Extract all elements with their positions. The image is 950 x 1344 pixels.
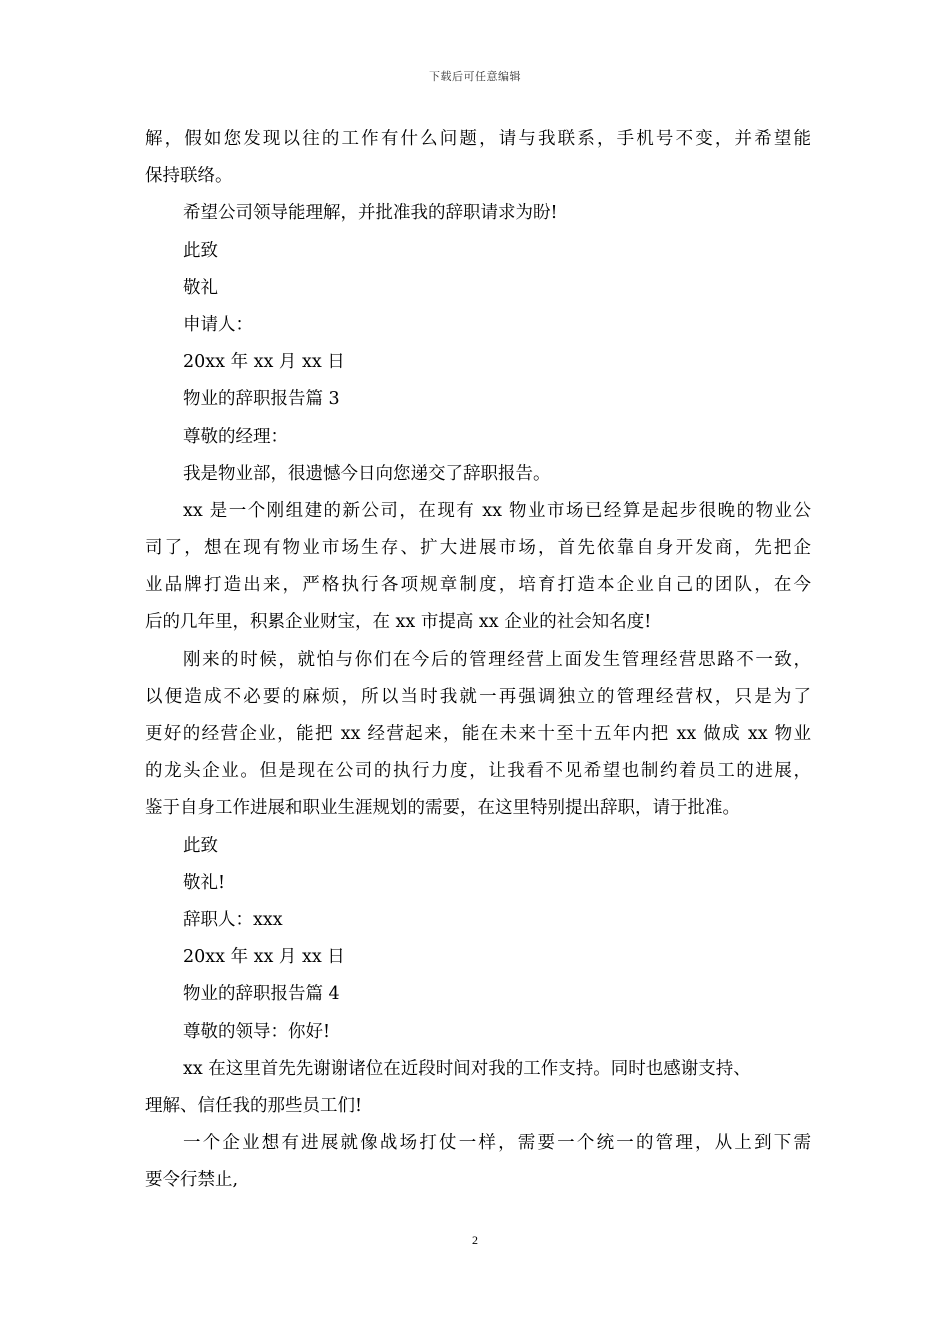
page-number: 2 (472, 1233, 478, 1247)
text-line: 以便造成不必要的麻烦，所以当时我就一再强调独立的管理经营权，只是为了 (145, 686, 811, 707)
text-line: 理解、信任我的那些员工们! (145, 1095, 363, 1116)
text-line: 司了，想在现有物业市场生存、扩大进展市场，首先依靠自身开发商，先把企 (145, 538, 811, 559)
salutation: 尊敬的经理： (183, 426, 288, 447)
text-line: 此致 (183, 835, 218, 856)
page-header: 下载后可任意编辑 (429, 70, 521, 83)
text-line: 敬礼! (183, 872, 226, 893)
date-line: 20xx 年 xx 月 xx 日 (183, 947, 345, 968)
text-line: 后的几年里，积累企业财宝，在 xx 市提高 xx 企业的社会知名度! (145, 612, 652, 633)
text-line: 更好的经营企业，能把 xx 经营起来，能在未来十至十五年内把 xx 做成 xx 物业 (145, 724, 811, 744)
text-line: 希望公司领导能理解，并批准我的辞职请求为盼! (183, 203, 558, 224)
text-line: 申请人： (183, 314, 253, 335)
section-title: 物业的辞职报告篇 4 (183, 984, 340, 1005)
text-line: 的龙头企业。但是现在公司的执行力度，让我看不见希望也制约着员工的进展， (145, 761, 811, 782)
signature-line: 辞职人：xxx (183, 909, 283, 930)
text-line: xx 在这里首先先谢谢诸位在近段时间对我的工作支持。同时也感谢支持、 (183, 1058, 751, 1079)
text-line: 保持联络。 (145, 166, 233, 187)
text-line: 要令行禁止, (145, 1170, 239, 1191)
text-line: 鉴于自身工作进展和职业生涯规划的需要，在这里特别提出辞职，请于批准。 (145, 798, 740, 819)
text-line: 业品牌打造出来，严格执行各项规章制度，培育打造本企业自己的团队，在今 (145, 575, 811, 596)
text-line: 一个企业想有进展就像战场打仗一样，需要一个统一的管理，从上到下需 (183, 1133, 811, 1154)
section-title: 物业的辞职报告篇 3 (183, 389, 340, 410)
date-line: 20xx 年 xx 月 xx 日 (183, 352, 345, 373)
text-line: 此致 (183, 240, 218, 261)
text-line: 敬礼 (183, 277, 218, 298)
text-line: 解，假如您发现以往的工作有什么问题，请与我联系，手机号不变，并希望能 (145, 129, 811, 149)
text-line: 刚来的时候，就怕与你们在今后的管理经营上面发生管理经营思路不一致， (183, 649, 811, 670)
document-body (145, 121, 811, 1199)
salutation: 尊敬的领导：你好! (183, 1021, 331, 1042)
text-line: 我是物业部，很遗憾今日向您递交了辞职报告。 (183, 463, 551, 484)
text-line: xx 是一个刚组建的新公司，在现有 xx 物业市场已经算是起步很晚的物业公 (183, 500, 811, 521)
